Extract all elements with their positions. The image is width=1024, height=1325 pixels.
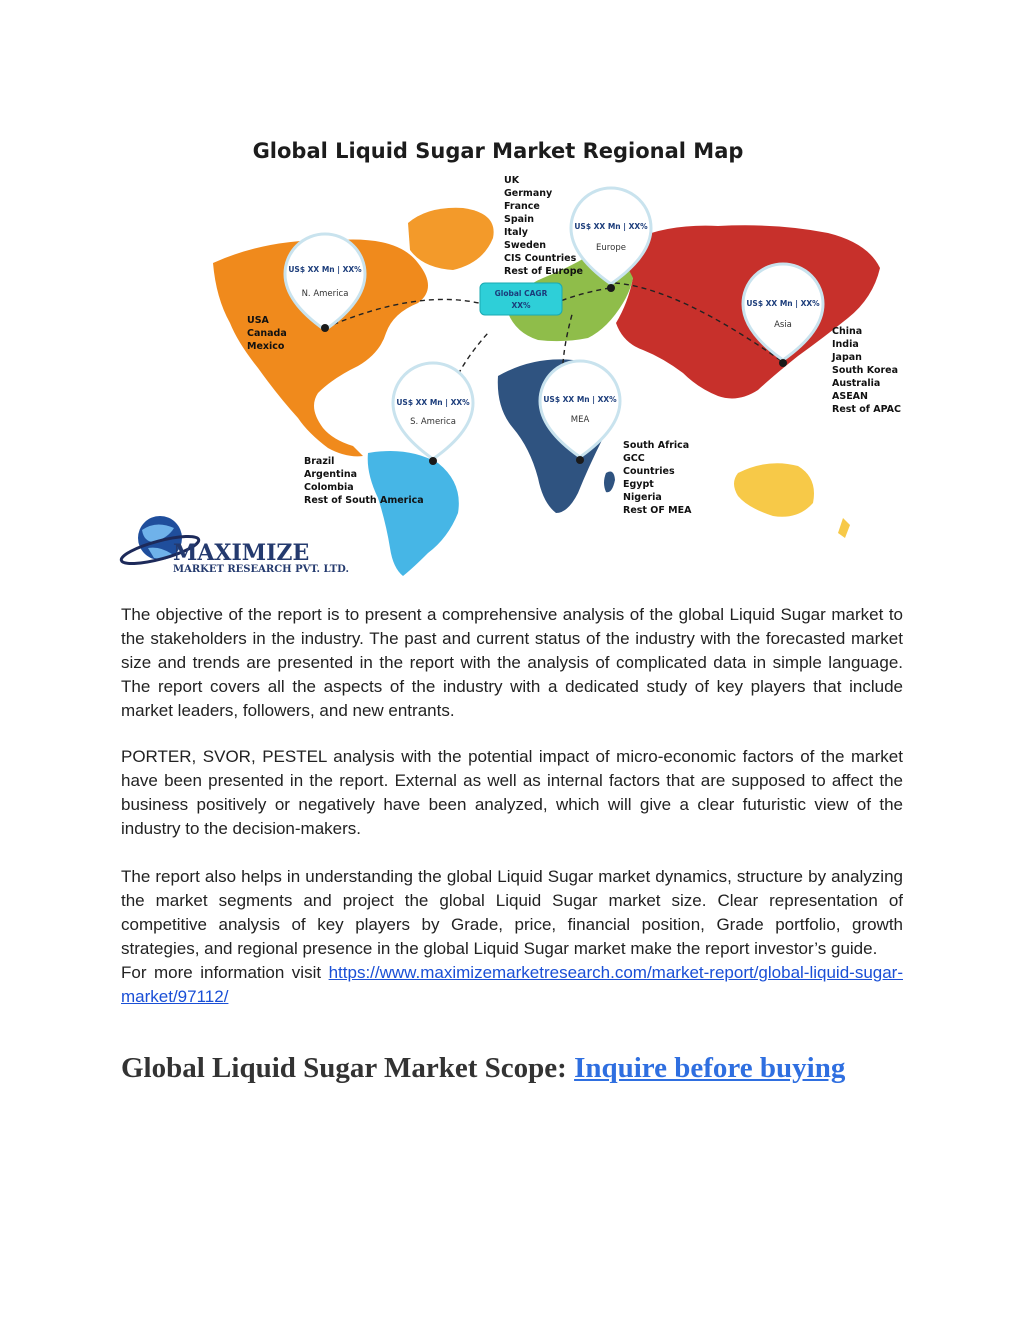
- paragraph-objective-text: The objective of the report is to present a comprehensive analysis of the global Liquid Sugar market to the stakeholders in the industry. The past and current status of the industry with the forecasted market size and trends are presented in the report with the analysis of complicated data in simple language. The report covers all the aspects of the industry with a dedicated study of key players that include market leaders, followers, and new entrants.: [121, 605, 903, 720]
- svg-text:Argentina: Argentina: [304, 469, 358, 480]
- north-america-label: N. America: [301, 289, 349, 299]
- svg-text:China: China: [832, 326, 863, 337]
- svg-text:France: France: [504, 201, 540, 212]
- mea-label: MEA: [570, 415, 590, 425]
- section-heading: [121, 1052, 921, 1085]
- svg-text:ASEAN: ASEAN: [832, 391, 868, 402]
- europe-label: Europe: [596, 243, 626, 253]
- paragraph-dynamics: [121, 865, 903, 1009]
- asia-label: Asia: [774, 320, 792, 330]
- svg-text:USA: USA: [247, 315, 269, 326]
- south-america-shape: [368, 451, 459, 576]
- logo-name: MAXIMIZE: [173, 540, 310, 566]
- mea-value: US$ XX Mn | XX%: [543, 395, 617, 404]
- svg-text:India: India: [832, 339, 859, 350]
- map-title: Global Liquid Sugar Market Regional Map: [252, 139, 744, 163]
- australia-shape: [734, 463, 814, 517]
- svg-text:Countries: Countries: [623, 466, 675, 477]
- asia-country-list: [831, 326, 901, 415]
- madagascar-shape: [604, 472, 615, 493]
- mea-country-list: [623, 440, 692, 516]
- svg-text:Italy: Italy: [504, 227, 528, 238]
- asia-value: US$ XX Mn | XX%: [746, 299, 820, 308]
- svg-text:Rest of APAC: Rest of APAC: [832, 404, 901, 415]
- svg-text:Nigeria: Nigeria: [623, 492, 662, 503]
- new-zealand-shape: [838, 518, 850, 538]
- svg-text:Germany: Germany: [504, 188, 553, 199]
- svg-text:Australia: Australia: [832, 378, 881, 389]
- svg-text:Mexico: Mexico: [247, 341, 285, 352]
- svg-text:Sweden: Sweden: [504, 240, 547, 251]
- report-link[interactable]: https://www.maximizemarketresearch.com/market-report/global-liquid-sugar-market/97112/: [121, 963, 903, 1006]
- svg-text:Canada: Canada: [247, 328, 287, 339]
- svg-text:South Korea: South Korea: [832, 365, 899, 376]
- paragraph-dynamics-text: The report also helps in understanding the global Liquid Sugar market dynamics, structure by analyzing the market segments and project the global Liquid Sugar market size. Clear representation of competitive analysis of key players by Grade, price, financial position, Grade portfolio, growth strategies, and regional presence in the global Liquid Sugar market make the report investor’s guide.: [121, 867, 903, 958]
- svg-text:Spain: Spain: [504, 214, 535, 225]
- svg-text:Colombia: Colombia: [304, 482, 354, 493]
- north-america-value: US$ XX Mn | XX%: [288, 265, 362, 274]
- more-info-prefix: For more information visit: [121, 963, 322, 982]
- greenland-shape: [408, 208, 494, 270]
- paragraph-analysis-text: PORTER, SVOR, PESTEL analysis with the potential impact of micro-economic factors of the market have been presented in the report. External as well as internal factors that are supposed to affect the business positively or negatively have been analyzed, which will give a clear futuristic view of the industry to the decision-makers.: [121, 747, 903, 838]
- company-logo: [119, 516, 349, 575]
- inquire-link[interactable]: Inquire before buying: [574, 1052, 846, 1084]
- svg-text:GCC: GCC: [623, 453, 645, 464]
- svg-text:Rest of Europe: Rest of Europe: [504, 266, 583, 277]
- pin-south-america: [393, 363, 473, 465]
- south-america-value: US$ XX Mn | XX%: [396, 398, 470, 407]
- europe-value: US$ XX Mn | XX%: [574, 222, 648, 231]
- svg-text:Rest of South America: Rest of South America: [304, 495, 424, 506]
- south-america-label: S. America: [410, 417, 456, 427]
- svg-text:Rest OF MEA: Rest OF MEA: [623, 505, 692, 516]
- paragraph-analysis: [121, 745, 903, 841]
- paragraph-objective: [121, 603, 903, 723]
- svg-text:Japan: Japan: [832, 352, 862, 363]
- cagr-label: Global CAGR: [494, 289, 548, 298]
- regional-map: [118, 128, 908, 583]
- svg-text:CIS Countries: CIS Countries: [504, 253, 577, 264]
- more-info-line: [121, 961, 903, 1009]
- svg-text:Brazil: Brazil: [304, 456, 335, 467]
- logo-subtitle: MARKET RESEARCH PVT. LTD.: [173, 564, 349, 575]
- heading-text: Global Liquid Sugar Market Scope:: [121, 1052, 567, 1084]
- svg-text:Egypt: Egypt: [623, 479, 654, 490]
- svg-text:UK: UK: [504, 175, 520, 186]
- cagr-value: XX%: [511, 301, 531, 310]
- global-cagr-badge: [480, 283, 562, 315]
- svg-text:South Africa: South Africa: [623, 440, 690, 451]
